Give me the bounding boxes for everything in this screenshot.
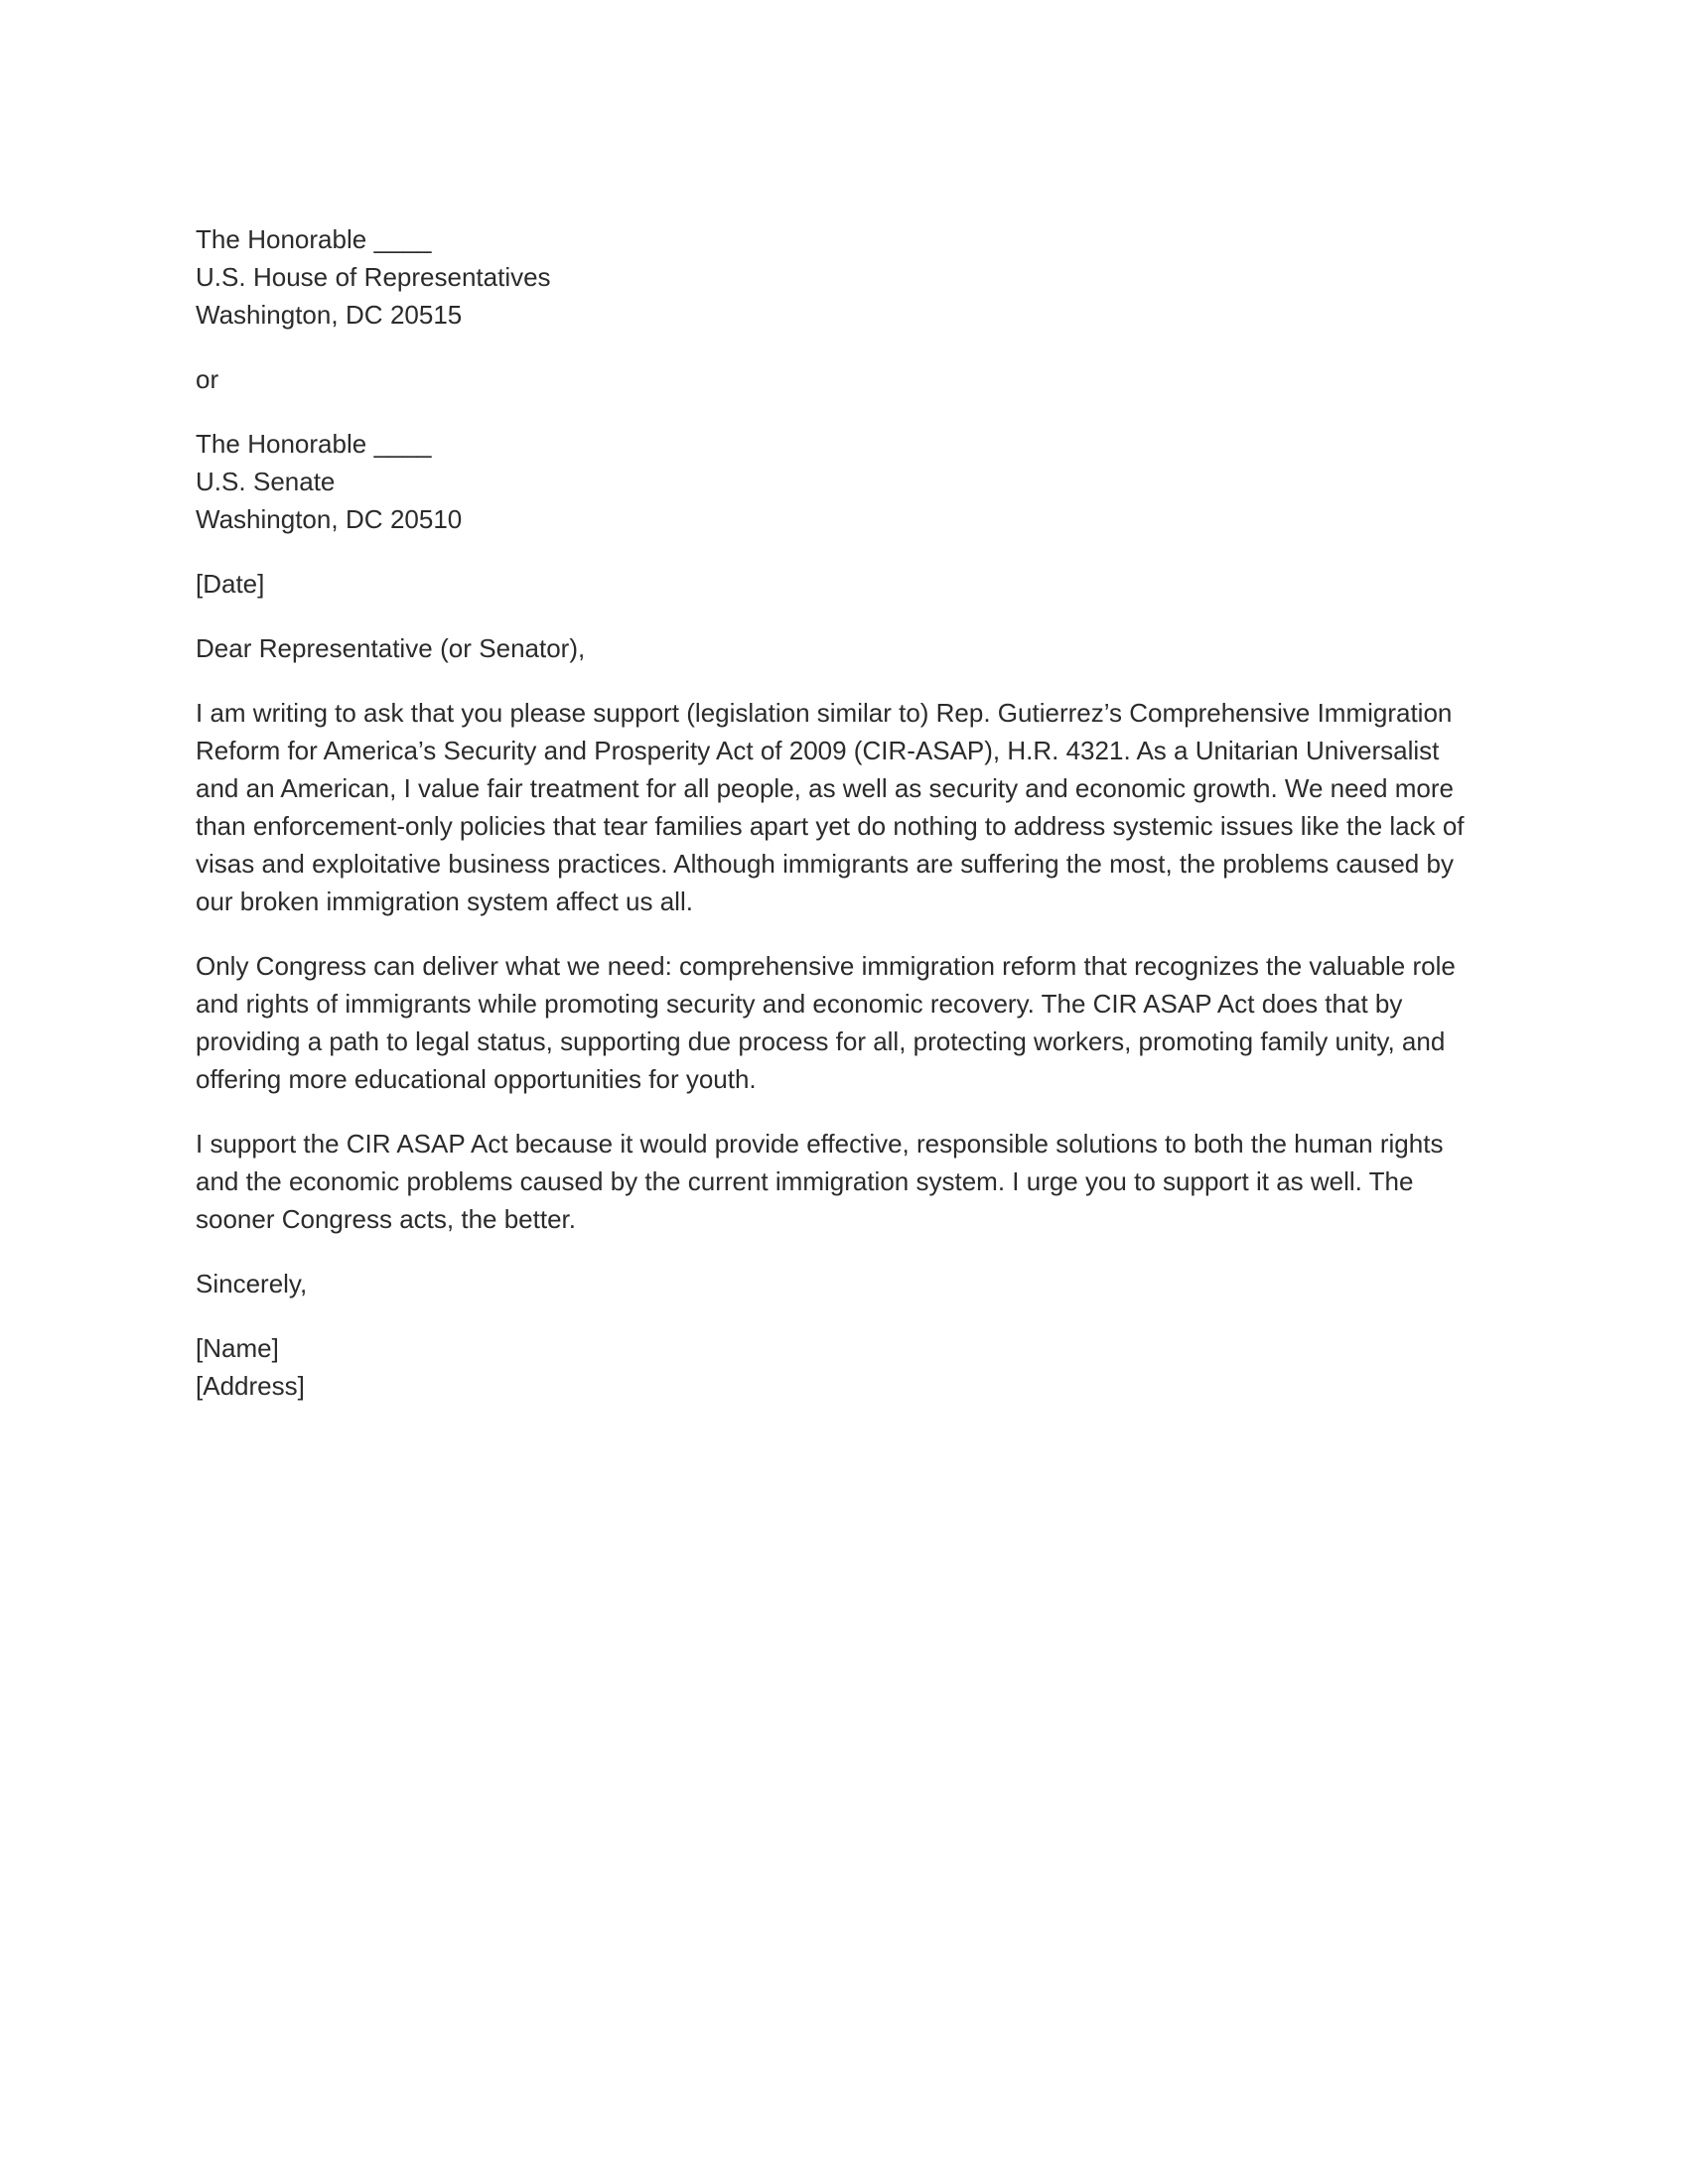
recipient-senate-line2: U.S. Senate <box>196 467 336 496</box>
recipient-house-line3: Washington, DC 20515 <box>196 300 463 330</box>
recipient-house-line1: The Honorable ____ <box>196 224 432 254</box>
date-placeholder: [Date] <box>196 569 265 599</box>
signature-block <box>196 1329 1484 1405</box>
body-paragraph-3: I support the CIR ASAP Act because it would provide effective, responsible solutions to both the human rights and the economic problems caused by the current immigration system. I urge you to support it as well. The sooner Congress acts, the better. <box>196 1129 1444 1234</box>
recipient-senate-line3: Washington, DC 20510 <box>196 504 463 534</box>
recipient-conjunction: or <box>196 364 219 394</box>
signature-address-placeholder: [Address] <box>196 1371 305 1401</box>
closing-salutation: Sincerely, <box>196 1269 308 1298</box>
body-paragraph-1: I am writing to ask that you please support (legislation similar to) Rep. Gutierrez’s Comprehensive Immigration Reform for America’s Security and Prosperity Act of 2009 (CIR-ASAP), H.R. 4321. As a Unitarian Universalist and an American, I value fair treatment for all people, as well as security and economic growth. We need more than enforcement-only policies that tear families apart yet do nothing to address systemic issues like the lack of visas and exploitative business practices. Although immigrants are suffering the most, the problems caused by our broken immigration system affect us all. <box>196 698 1465 916</box>
salutation: Dear Representative (or Senator), <box>196 633 586 663</box>
letter-body <box>196 220 1484 1405</box>
body-paragraph-2: Only Congress can deliver what we need: comprehensive immigration reform that recognizes the valuable role and rights of immigrants while promoting security and economic recovery. The CIR ASAP Act does that by providing a path to legal status, supporting due process for all, protecting workers, promoting family unity, and offering more educational opportunities for youth. <box>196 951 1456 1094</box>
recipient-address-house <box>196 220 1484 334</box>
recipient-senate-line1: The Honorable ____ <box>196 429 432 459</box>
signature-name-placeholder: [Name] <box>196 1333 279 1363</box>
recipient-house-line2: U.S. House of Representatives <box>196 262 551 292</box>
recipient-address-senate <box>196 425 1484 538</box>
